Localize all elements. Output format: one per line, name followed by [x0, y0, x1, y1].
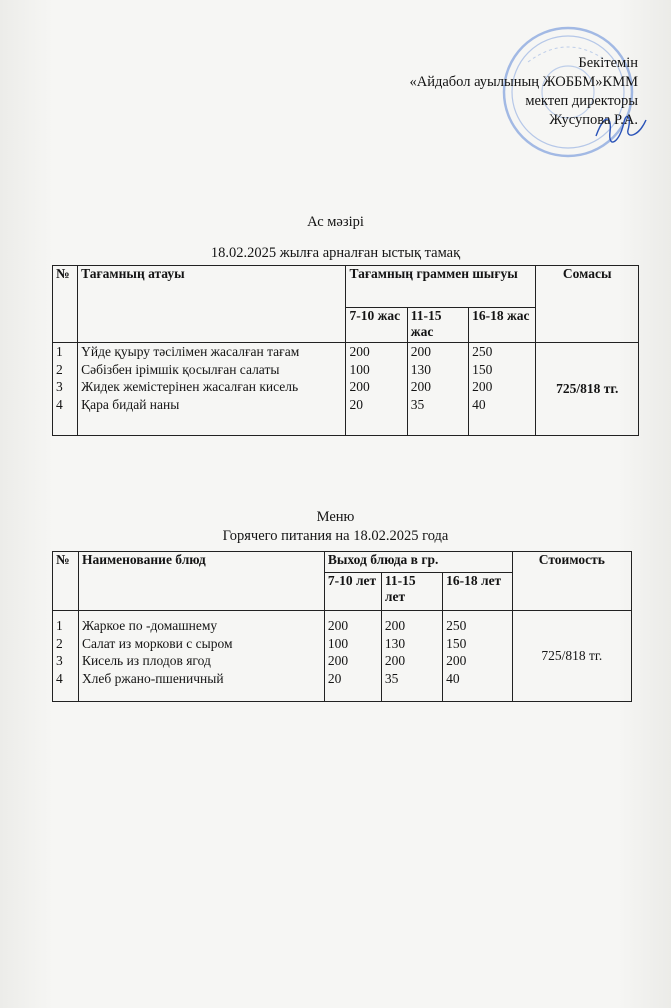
weight-value: 35	[410, 396, 425, 412]
row-num: 1	[56, 618, 63, 633]
dish-cell	[78, 343, 346, 436]
ru-menu-table	[52, 551, 632, 702]
dish-name: Хлеб ржано-пшеничный	[81, 670, 224, 686]
row-num: 3	[56, 379, 63, 394]
ru-menu-subtitle: Горячего питания на 18.02.2025 года	[222, 528, 449, 544]
weight-value: 130	[410, 361, 432, 377]
col-header-age2: 11-15 жас	[407, 308, 468, 343]
table-row	[53, 343, 639, 436]
kz-menu-subtitle: 18.02.2025 жылға арналған ыстық тамақ	[210, 245, 461, 261]
dish-name: Қара бидай наны	[81, 396, 180, 412]
col-header-age1: 7-10 лет	[324, 573, 381, 611]
num-cell	[53, 611, 79, 702]
table-row	[53, 611, 632, 702]
weight-value: 200	[384, 653, 406, 668]
weight-value: 100	[327, 635, 349, 651]
weight-value: 250	[472, 344, 493, 359]
weight-value: 200	[410, 379, 432, 394]
dish-name: Жаркое по -домашнему	[81, 618, 218, 633]
weight-value: 150	[446, 635, 467, 651]
weight-value: 200	[410, 344, 432, 359]
age2-cell	[381, 611, 442, 702]
weight-value: 200	[384, 618, 406, 633]
age1-cell	[346, 343, 407, 436]
weight-value: 150	[472, 361, 493, 377]
table-header-row	[53, 552, 632, 573]
kz-menu-title: Ас мәзірі	[307, 214, 364, 230]
kz-menu-table	[52, 265, 639, 436]
weight-value: 200	[472, 379, 493, 394]
col-header-num: №	[53, 552, 79, 611]
age1-cell	[324, 611, 381, 702]
age3-cell	[469, 343, 536, 436]
col-header-weight: Тағамның граммен шығуы	[346, 266, 536, 308]
dish-name: Жидек жемістерінен жасалған кисель	[81, 379, 299, 394]
num-cell	[53, 343, 78, 436]
weight-value: 200	[327, 653, 349, 668]
col-header-age2: 11-15 лет	[381, 573, 442, 611]
weight-value: 250	[446, 618, 467, 633]
weight-value: 200	[349, 379, 370, 394]
table-header-row	[53, 266, 639, 308]
col-header-name: Тағамның атауы	[78, 266, 346, 343]
weight-value: 100	[349, 361, 370, 377]
col-header-name: Наименование блюд	[78, 552, 324, 611]
approval-line: мектеп директоры	[525, 93, 638, 109]
weight-value: 35	[384, 670, 399, 686]
col-header-price: Стоимость	[512, 552, 631, 611]
weight-value: 200	[349, 344, 370, 359]
row-num: 4	[56, 670, 63, 686]
col-header-price: Сомасы	[536, 266, 639, 343]
weight-value: 200	[446, 653, 467, 668]
dish-name: Салат из моркови с сыром	[81, 635, 233, 651]
col-header-num: №	[53, 266, 78, 343]
weight-value: 20	[349, 396, 363, 412]
dish-name: Үйде қуыру тәсілімен жасалған тағам	[81, 344, 300, 359]
ru-menu-title: Меню	[316, 509, 355, 525]
weight-value: 40	[472, 396, 486, 412]
row-num: 2	[56, 635, 63, 651]
weight-value: 130	[384, 635, 406, 651]
age2-cell	[407, 343, 468, 436]
weight-value: 20	[327, 670, 342, 686]
row-num: 3	[56, 653, 63, 668]
price-cell: 725/818 тг.	[512, 611, 631, 702]
dish-name: Кисель из плодов ягод	[81, 653, 211, 668]
col-header-weight: Выход блюда в гр.	[324, 552, 512, 573]
col-header-age3: 16-18 лет	[443, 573, 513, 611]
age3-cell	[443, 611, 513, 702]
row-num: 2	[56, 361, 63, 377]
weight-value: 40	[446, 670, 460, 686]
dish-name: Сәбізбен ірімшік қосылған салаты	[81, 361, 280, 377]
row-num: 1	[56, 344, 63, 359]
approval-block	[338, 54, 638, 130]
approval-line: Бекітемін	[578, 55, 638, 71]
dish-cell	[78, 611, 324, 702]
approval-line: Жусупова Р.А.	[549, 112, 638, 128]
approval-line: «Айдабол ауылының ЖОББМ»КММ	[409, 74, 638, 90]
row-num: 4	[56, 396, 63, 412]
price-cell: 725/818 тг.	[536, 343, 639, 436]
col-header-age1: 7-10 жас	[346, 308, 407, 343]
weight-value: 200	[327, 618, 349, 633]
col-header-age3: 16-18 жас	[469, 308, 536, 343]
